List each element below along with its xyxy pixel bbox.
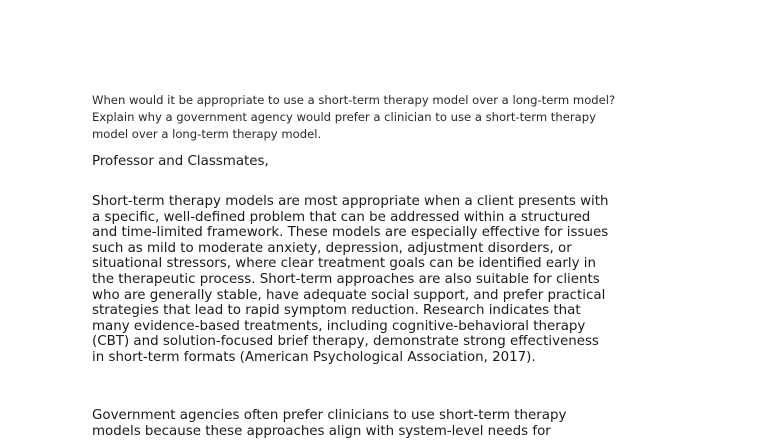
paragraph-line: in short-term formats (American Psychological Association, 2017). xyxy=(92,349,536,365)
paragraph-line: Short-term therapy models are most appropriate when a client presents with xyxy=(92,194,609,209)
paragraph-line: many evidence-based treatments, including cognitive-behavioral therapy xyxy=(92,318,586,334)
discussion-prompt xyxy=(92,92,692,143)
paragraph-line: strategies that lead to rapid symptom reduction. Research indicates that xyxy=(92,303,581,319)
prompt-line: model over a long-term therapy model. xyxy=(92,127,322,141)
paragraph-line: who are generally stable, have adequate social support, and prefer practical xyxy=(92,287,606,303)
body-paragraph-1 xyxy=(92,194,732,366)
paragraph-line: a specific, well-defined problem that can be addressed within a structured xyxy=(92,209,591,225)
paragraph-line: such as mild to moderate anxiety, depression, adjustment disorders, or xyxy=(92,240,572,256)
paragraph-line: and time-limited framework. These models are especially effective for issues xyxy=(92,225,609,241)
paragraph-line: situational stressors, where clear treatment goals can be identified early in xyxy=(92,256,596,272)
paragraph-line: the therapeutic process. Short-term approaches are also suitable for clients xyxy=(92,271,600,287)
paragraph-line: (CBT) and solution-focused brief therapy, demonstrate strong effectiveness xyxy=(92,334,599,350)
paragraph-line: models because these approaches align with system-level needs for xyxy=(92,423,551,439)
paragraph-line: Government agencies often prefer clinicians to use short-term therapy xyxy=(92,408,567,423)
prompt-line: Explain why a government agency would prefer a clinician to use a short-term therapy xyxy=(92,110,596,124)
body-paragraph-2 xyxy=(92,408,732,439)
prompt-line: When would it be appropriate to use a short-term therapy model over a long-term model? xyxy=(92,93,616,107)
greeting: Professor and Classmates, xyxy=(92,154,269,169)
